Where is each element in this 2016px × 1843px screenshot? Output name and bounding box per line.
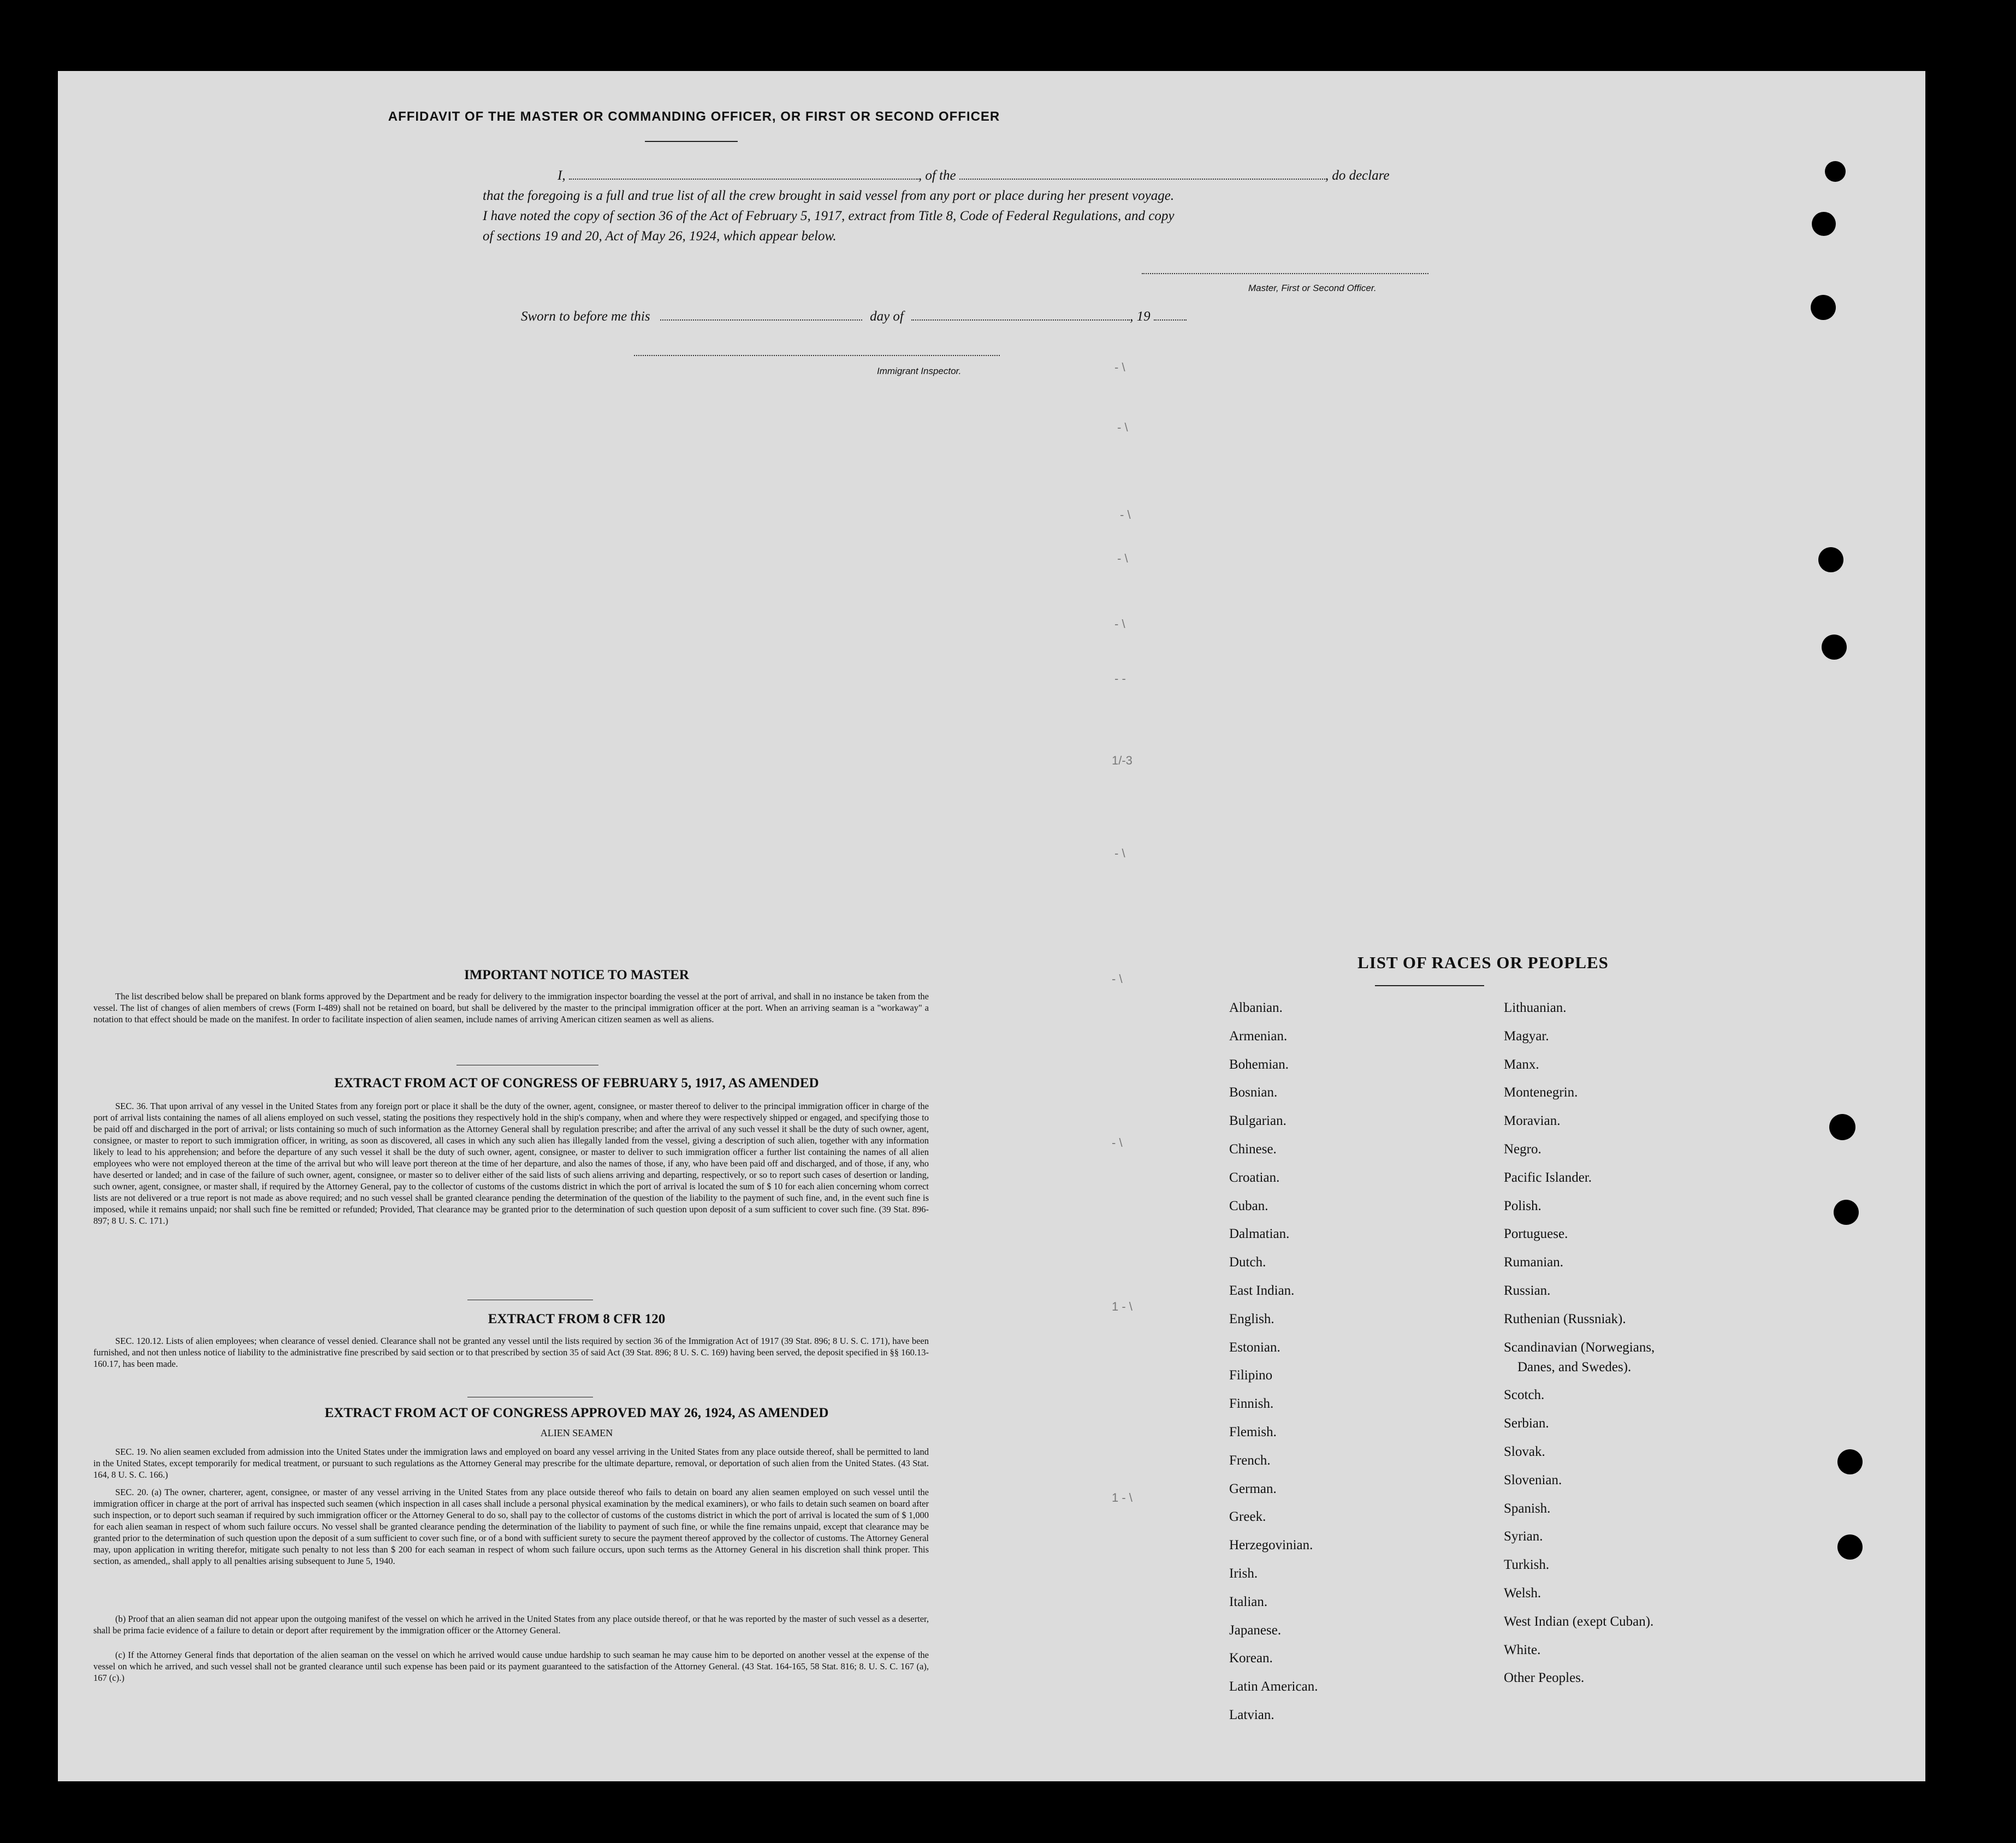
extract-1917-title: EXTRACT FROM ACT OF CONGRESS OF FEBRUARY 5, 1917, AS AMENDED [334,1076,819,1091]
sworn-line [521,309,1187,324]
race-item: East Indian. [1229,1283,1295,1298]
race-item: Estonian. [1229,1340,1280,1355]
punch-hole [1837,1449,1863,1474]
race-item: Cuban. [1229,1198,1268,1213]
race-item: Syrian. [1504,1529,1543,1544]
race-item: Scotch. [1504,1388,1545,1403]
affidavit-declaration-line [514,168,1497,183]
master-caption: Master, First or Second Officer. [1248,283,1377,293]
race-item: Polish. [1504,1198,1541,1213]
race-item: Bohemian. [1229,1057,1289,1072]
race-item: French. [1229,1453,1271,1468]
race-item: Manx. [1504,1057,1539,1072]
race-item: Danes, and Swedes). [1517,1359,1632,1374]
race-item: Dutch. [1229,1255,1266,1270]
master-signature-blank [1142,273,1428,274]
affidavit-line-3: I have noted the copy of section 36 of the Act of February 5, 1917, extract from Title 8, Code of Federal Regulations, and copy [483,209,1175,223]
race-item: Croatian. [1229,1170,1280,1185]
extract-1924-sec20b: (b) Proof that an alien seaman did not appear upon the outgoing manifest of the vessel on which he arrived in the United States from any place outside thereof, or that he was reported by the master of such vessel as a deserter, shall be prima facie evidence of a failure to detain or deport after requirement by the immigration officer or the Attorney General. [93,1614,929,1635]
alien-seamen-subtitle: ALIEN SEAMEN [540,1427,613,1438]
race-item: Other Peoples. [1504,1670,1585,1686]
race-item: Portuguese. [1504,1226,1568,1242]
declare-do-declare: , do declare [1325,168,1390,183]
inspector-caption: Immigrant Inspector. [877,366,962,376]
race-item: Japanese. [1229,1622,1282,1638]
race-item: Moravian. [1504,1113,1561,1129]
race-item: Welsh. [1504,1586,1541,1601]
punch-hole [1822,635,1847,660]
punch-hole [1825,161,1846,182]
punch-hole [1837,1534,1863,1560]
document-sheet: AFFIDAVIT OF THE MASTER OR COMMANDING OFFICER, OR FIRST OR SECOND OFFICER I, , of the , do declare that the foregoing is a full and true list of all the crew brought in said vessel from any port or place during her present voyage. I have noted the copy of section 36 of the Act of February 5, 1917, extract from Title 8, Code of Federal Regulations, and copy of sections 19 and 20, Act of May 26, 1924, which appear below. Master, First or Second Officer. Sworn to before me this day of , 19 Immigrant Inspector. - \ - \ - \ - \ - \ - - 1/-3 - \ - \ - \ 1 - \ 1 - \ IMPORTANT NOTICE TO MASTER The list described below shall be prepared on blank forms approved by the Department and be ready for delivery to the immigration inspector boarding the vessel at the port of arrival, and shall in no instance be taken from the vessel. The list of changes of alien members of crews (Form I-489) shall not be retained on board, but shall be delivered by the master to the principal immigration officer at the port. When an arriving seaman is a "workaway" a notation to that effect should be made on the manifest. In order to facilitate inspection of alien seamen, include names of arriving American citizen seamen as well as aliens. EXTRACT FROM ACT OF CONGRESS OF FEBRUARY 5, 1917, AS AMENDED SEC. 36. That upon arrival of any vessel in the United States from any foreign port or place it shall be the duty of the owner, agent, consignee, or master thereof to deliver to the principal immigration officer in charge of the port of arrival lists containing the names of all aliens employed on such vessel, stating the positions they respectively hold in the ship's company, when and where they were respectively shipped or engaged, and specifying those to be paid off and discharged in the port of arrival; or lists containing so much of such information as the Attorney General shall by regulation prescribe; and after the arrival of any such vessel it shall be the duty of such owner, agent, consignee, or master to report to such immigration officer, in writing, as soon as discovered, all cases in which any such alien has illegally landed from the vessel, giving a description of such alien, together with any information likely to lead to his apprehension; and before the departure of any such vessel it shall be the duty of such owner, agent, consignee, or master to deliver to such immigration officer a further list containing the names of all alien employees who were not employed thereon at the time of the arrival but who will leave port thereon at the time of her departure, and also the names of those, if any, who have been paid off and discharged, and of those, if any, who have deserted or landed; and in case of the failure of such owner, agent, consignee, or master so to deliver either of the said lists of such aliens arriving and departing, respectively, or so to report such cases of desertion or landing, such owner, agent, consignee, or master shall, if required by the Attorney General, pay to the collector of customs of the customs district in which the port of arrival is located the sum of $ 10 for each alien concerning whom correct lists are not delivered or a true report is not made as above required; and no such vessel shall be granted clearance pending the determination of the question of the liability to the payment of such fine, and, in the event such fine is imposed, while it remains unpaid; nor shall such fine be remitted or refunded; Provided, That clearance may be granted prior to the determination of such question upon deposit of a sum sufficient to cover such fine. (39 Stat. 896-897; 8 U. S. C. 171.) EXTRACT FROM 8 CFR 120 SEC. 120.12. Lists of alien employees; when clearance of vessel denied. Clearance shall not be granted any vessel until the lists required by section 36 of the Immigration Act of 1917 (39 Stat. 896; 8 U. S. C. 171), have been furnished, and not then unless notice of liability to the administrative fine prescribed by said section or to that prescribed by section 35 of said Act (39 Stat. 896; 8 U. S. C. 169) having been served, the deposit specified in §§ 160.13-160.17, has been made. EXTRACT FROM ACT OF CONGRESS APPROVED MAY 26, 1924, AS AMENDED ALIEN SEAMEN SEC. 19. No alien seamen excluded from admission into the United States under the immigration laws and employed on board any vessel arriving in the United States from any place outside thereof, shall be permitted to land in the United States, except temporarily for medical treatment, or pursuant to such regulations as the Attorney General may prescribe for the ultimate departure, removal, or deportation of such alien from the United States. (43 Stat. 164, 8 U. S. C. 166.) SEC. 20. (a) The owner, charterer, agent, consignee, or master of any vessel arriving in the United States from any place outside thereof who fails to detain on board any alien seamen employed on such vessel until the immigration officer in charge at the port of arrival has inspected such seamen (which inspection in all cases shall include a personal physical examination by the medical examiners), or who fails to detain such seamen on board after such inspection, or to deport such seaman if required by such immigration officer or the Attorney General to do so, shall pay to the collector of customs of the customs district in which the port of arrival is located the sum of $ 1,000 for each alien seaman in respect of whom such failure occurs. No vessel shall be granted clearance pending the determination of the liability to payment of such fine, or while the fine remains unpaid, except that clearance may be granted prior to the determination of such question upon the deposit of a sum sufficient to cover such fine, or of a bond with sufficient surety to secure the payment thereof approved by the collector of customs. The Attorney General may, upon application in writing therefor, mitigate such penalty to not less than $ 200 for each seaman in respect of whom such failure occurs, upon such terms as the Attorney General in his discretion shall think proper. This section, as amended,, shall apply to all penalties arising subsequent to June 5, 1940. (b) Proof that an alien seaman did not appear upon the outgoing manifest of the vessel on which he arrived in the United States from any place outside thereof, or that he was reported by the master of such vessel as a deserter, shall be prima facie evidence of a failure to detain or deport after requirement by the immigration officer or the Attorney General. (c) If the Attorney General finds that deportation of the alien seaman on the vessel on which he arrived would cause undue hardship to such seaman he may cause him to be deported on another vessel at the expense of the vessel on which he arrived, and such vessel shall not be granted clearance until such expense has been paid or its payment guaranteed to the satisfaction of the Attorney General. (43 Stat. 164-165, 58 Stat. 816; 8. U. S. C. 167 (a), 167 (c).) LIST OF RACES OR PEOPLES Albanian. Armenian. Bohemian. Bosnian. Bulgarian. Chinese. Croatian. Cuban. Dalmatian. Dutch. East Indian. English. Estonian. Filipino Finnish. Flemish. French. German. Greek. Herzegovinian. Irish. Italian. Japanese. Korean. Latin American. Latvian. Lithuanian. Magyar. Manx. Montenegrin. Moravian. Negro. Pacific Islander. Polish. Portuguese. Rumanian. Russian. Ruthenian (Russniak). Scandinavian (Norwegians, Danes, and Swedes). Scotch. Serbian. Slovak. Slovenian. Spanish. Syrian. Turkish. Welsh. West Indian (exept Cuban). White. Other Peoples. [58,71,1925,1781]
race-item: Finnish. [1229,1396,1274,1412]
race-item: German. [1229,1481,1277,1496]
extract-1917-text: SEC. 36. That upon arrival of any vessel in the United States from any foreign port or place it shall be the duty of the owner, agent, consignee, or master thereof to deliver to the principal immigration officer in charge of the port of arrival lists containing the names of all aliens employed on such vessel, stating the positions they respectively hold in the ship's company, when and where they were respectively shipped or engaged, and specifying those to be paid off and discharged in the port of arrival; or lists containing so much of such information as the Attorney General shall by regulation prescribe; and after the arrival of any such vessel it shall be the duty of such owner, agent, consignee, or master to report to such immigration officer, in writing, as soon as discovered, all cases in which any such alien has illegally landed from the vessel, giving a description of such alien, together with any information likely to lead to his apprehension; and before the departure of any such vessel it shall be the duty of such owner, agent, consignee, or master to deliver to such immigration officer a further list containing the names of all alien employees who were not employed thereon at the time of the arrival but who will leave port thereon at the time of her departure, and also the names of those, if any, who have been paid off and discharged, and of those, if any, who have deserted or landed; and in case of the failure of such owner, agent, consignee, or master so to deliver either of the said lists of such aliens arriving and departing, respectively, or so to report such cases of desertion or landing, such owner, agent, consignee, or master shall, if required by the Attorney General, pay to the collector of customs of the customs district in which the port of arrival is located the sum of $ 10 for each alien concerning whom correct lists are not delivered or a true report is not made as above required; and no such vessel shall be granted clearance pending the determination of the question of the liability to the payment of such fine, and, in the event such fine is imposed, while it remains unpaid; nor shall such fine be remitted or refunded; Provided, That clearance may be granted prior to the determination of such question upon deposit of a sum sufficient to cover such fine. (39 Stat. 896-897; 8 U. S. C. 171.) [93,1101,929,1226]
race-item: White. [1504,1642,1541,1657]
race-item: Latin American. [1229,1679,1318,1694]
races-divider [1375,985,1484,986]
race-item: Latvian. [1229,1708,1274,1722]
notice-title: IMPORTANT NOTICE TO MASTER [464,968,689,982]
affidavit-line-2: that the foregoing is a full and true list of all the crew brought in said vessel from any port or place during her present voyage. [483,188,1175,203]
declare-i: I, [558,168,566,183]
day-of-label: day of [870,309,904,324]
affidavit-title: AFFIDAVIT OF THE MASTER OR COMMANDING OFFICER, OR FIRST OR SECOND OFFICER [388,109,1000,124]
race-item: Herzegovinian. [1229,1538,1313,1553]
extract-1924-sec20c: (c) If the Attorney General finds that deportation of the alien seaman on the vessel on which he arrived would cause undue hardship to such seaman he may cause him to be deported on another vessel at the expense of the vessel on which he arrived, and such vessel shall not be granted clearance until such expense has been paid or its payment guaranteed to the satisfaction of the Attorney General. (43 Stat. 164-165, 58 Stat. 816; 8. U. S. C. 167 (a), 167 (c).) [93,1650,929,1683]
sworn-label: Sworn to before me this [521,309,650,324]
race-item: Irish. [1229,1566,1258,1581]
race-item: Montenegrin. [1504,1085,1578,1100]
title-divider [645,141,738,142]
vessel-name-blank [959,179,1325,180]
race-item: Rumanian. [1504,1255,1564,1270]
extract-1924-sec20a: SEC. 20. (a) The owner, charterer, agent, consignee, or master of any vessel arriving in the United States from any place outside thereof who fails to detain on board any alien seamen employed on such vessel until the immigration officer in charge at the port of arrival has inspected such seamen (which inspection in all cases shall include a personal physical examination by the medical examiners), or who fails to detain such seamen on board after such inspection, or to deport such seaman if required by such immigration officer or the Attorney General to do so, shall pay to the collector of customs of the customs district in which the port of arrival is located the sum of $ 1,000 for each alien seaman in respect of whom such failure occurs. No vessel shall be granted clearance pending the determination of the liability to payment of such fine, or while the fine remains unpaid, except that clearance may be granted prior to the determination of such question upon the deposit of a sum sufficient to cover such fine, or of a bond with sufficient surety to secure the payment thereof approved by the collector of customs. The Attorney General may, upon application in writing therefor, mitigate such penalty to not less than $ 200 for each seaman in respect of whom such failure occurs, upon such terms as the Attorney General in his discretion shall think proper. This section, as amended,, shall apply to all penalties arising subsequent to June 5, 1940. [93,1487,929,1566]
race-item: Dalmatian. [1229,1226,1290,1242]
race-item: Slovak. [1504,1444,1545,1459]
race-item: Turkish. [1504,1557,1550,1573]
punch-hole [1811,295,1836,320]
sworn-day-blank [660,319,862,321]
punch-hole [1829,1114,1855,1140]
month-blank [911,319,1130,321]
race-item: Bulgarian. [1229,1113,1286,1129]
race-item: Albanian. [1229,1000,1283,1015]
race-item: Greek. [1229,1509,1266,1525]
races-title: LIST OF RACES OR PEOPLES [1357,953,1609,972]
race-item: Flemish. [1229,1425,1277,1439]
race-item: English. [1229,1311,1274,1326]
race-item: Chinese. [1229,1142,1277,1157]
race-item: Slovenian. [1504,1472,1562,1488]
race-item: Russian. [1504,1283,1551,1298]
year-blank [1154,319,1187,321]
extract-1924-sec19: SEC. 19. No alien seamen excluded from admission into the United States under the immigration laws and employed on board any vessel arriving in the United States from any place outside thereof, shall be permitted to land in the United States, except temporarily for medical treatment, or pursuant to such regulations as the Attorney General may prescribe for the ultimate departure, removal, or deportation of such alien from the United States. (43 Stat. 164, 8 U. S. C. 166.) [93,1447,929,1480]
punch-hole [1812,212,1836,236]
race-item: Magyar. [1504,1028,1549,1044]
race-item: Ruthenian (Russniak). [1504,1311,1626,1326]
race-item: Lithuanian. [1504,1000,1567,1015]
race-item: Filipino [1229,1368,1273,1383]
race-item: Serbian. [1504,1416,1549,1431]
race-item: Negro. [1504,1142,1541,1157]
race-item: Scandinavian (Norwegians, [1504,1340,1655,1355]
punch-hole [1834,1200,1859,1225]
race-item: West Indian (exept Cuban). [1504,1614,1654,1629]
race-item: Korean. [1229,1651,1273,1666]
year-prefix: , 19 [1130,309,1151,324]
affidavit-line-4: of sections 19 and 20, Act of May 26, 1924, which appear below. [483,229,837,244]
notice-text: The list described below shall be prepared on blank forms approved by the Department and be ready for delivery to the immigration inspector boarding the vessel at the port of arrival, and shall in no instance be taken from the vessel. The list of changes of alien members of crews (Form I-489) shall not be retained on board, but shall be delivered by the master to the principal immigration officer at the port. When an arriving seaman is a "workaway" a notation to that effect should be made on the manifest. In order to facilitate inspection of alien seamen, include names of arriving American citizen seamen as well as aliens. [93,991,929,1024]
extract-cfr-text: SEC. 120.12. Lists of alien employees; when clearance of vessel denied. Clearance shall not be granted any vessel until the lists required by section 36 of the Immigration Act of 1917 (39 Stat. 896; 8 U. S. C. 171), have been furnished, and not then unless notice of liability to the administrative fine prescribed by said section or to that prescribed by section 35 of said Act (39 Stat. 896; 8 U. S. C. 169) having been served, the deposit specified in §§ 160.13-160.17, has been made. [93,1336,929,1369]
race-item: Bosnian. [1229,1085,1278,1100]
race-item: Pacific Islander. [1504,1170,1592,1185]
race-item: Italian. [1229,1594,1268,1609]
officer-name-blank [569,179,918,180]
race-item: Spanish. [1504,1501,1551,1516]
extract-1924-title: EXTRACT FROM ACT OF CONGRESS APPROVED MAY 26, 1924, AS AMENDED [324,1406,829,1420]
punch-hole [1818,547,1843,572]
declare-of-the: , of the [918,168,956,183]
extract-cfr-title: EXTRACT FROM 8 CFR 120 [488,1312,666,1326]
inspector-signature-blank [634,355,1000,356]
race-item: Armenian. [1229,1028,1288,1044]
